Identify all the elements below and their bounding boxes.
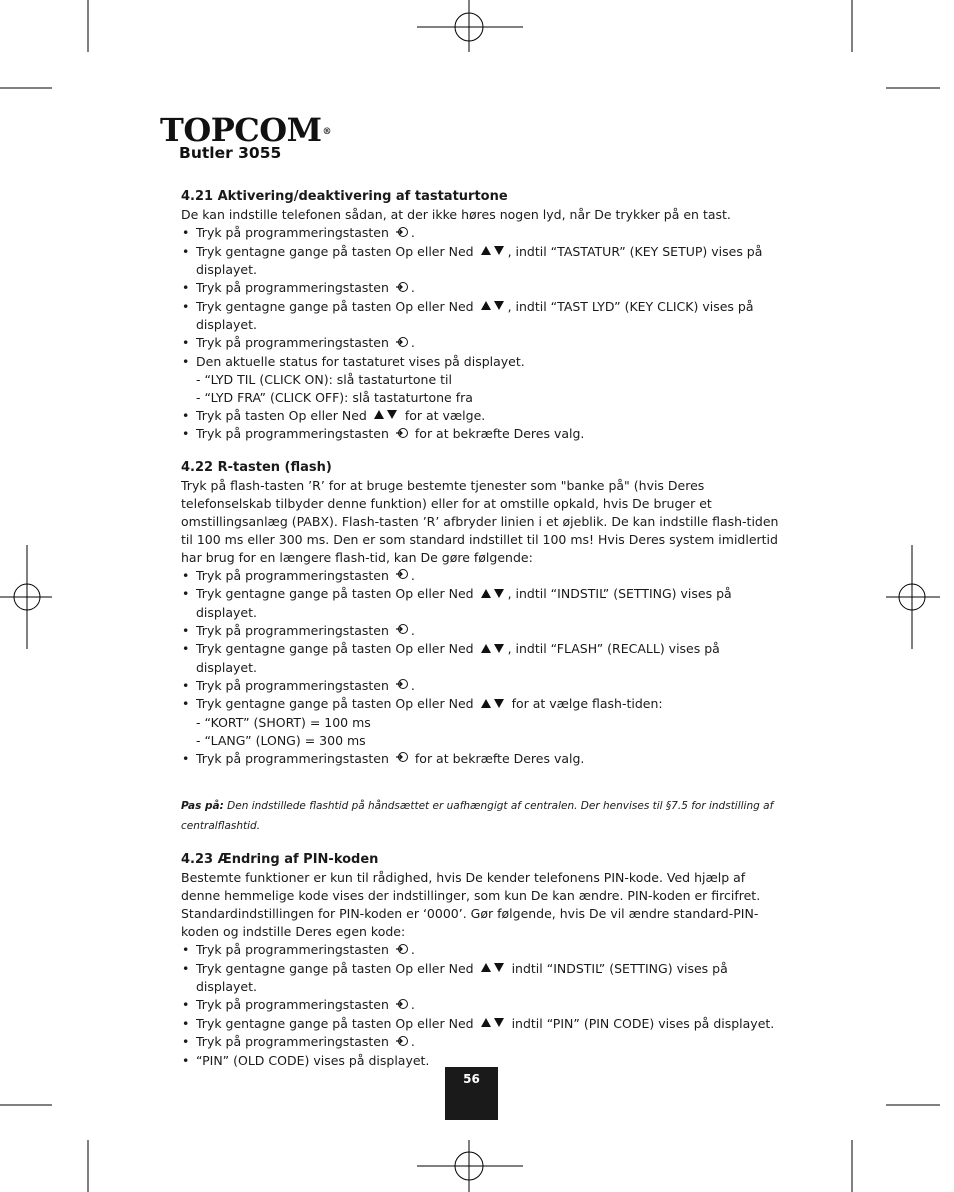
section-intro: Bestemte funktioner er kun til rådighed, hvis De kender telefonens PIN-kode. Ved hjælp af denne hemmelige kode vises der indstillinger, som kun De kan ændre. PIN-koden er fircifret. Standardindstillingen for PIN-koden er ‘0000’. Gør følgende, hvis De vil ændre standard-PIN-koden og indstille Deres egen kode:	[181, 870, 761, 939]
program-key-icon	[395, 942, 409, 960]
note-text: Den indstillede flashtid på håndsættet er uafhængigt af centralen. Der henvises til §7.5 for indstilling af centralflashtid.	[181, 800, 774, 832]
note	[181, 796, 781, 836]
brand-logo	[160, 112, 331, 148]
list-item: • Tryk gentagne gange på tasten Op eller Ned , indtil “TAST LYD” (KEY CLICK) vises på displayet.	[181, 298, 781, 335]
list-item: • Tryk på programmeringstasten .	[181, 677, 781, 696]
program-key-icon	[395, 280, 409, 298]
list-item: • Den aktuelle status for tastaturet vises på displayet.	[181, 353, 781, 371]
list-item: • Tryk gentagne gange på tasten Op eller Ned indtil “INDSTIL” (SETTING) vises på displayet.	[181, 960, 781, 997]
program-key-icon	[395, 426, 409, 444]
list-item: • Tryk på programmeringstasten .	[181, 224, 781, 243]
page-number: 56	[445, 1067, 498, 1120]
list-item: • Tryk på programmeringstasten for at bekræfte Deres valg.	[181, 750, 781, 769]
list-item: • Tryk på tasten Op eller Ned for at vælge.	[181, 407, 781, 426]
instruction-list	[181, 224, 781, 371]
list-item: • Tryk på programmeringstasten for at bekræfte Deres valg.	[181, 425, 781, 444]
program-key-icon	[395, 225, 409, 243]
program-key-icon	[395, 567, 409, 585]
note-label: Pas på:	[181, 800, 224, 812]
up-down-arrows-icon	[480, 298, 506, 316]
list-item: • Tryk på programmeringstasten .	[181, 567, 781, 586]
sub-option: - “LYD FRA” (CLICK OFF): slå tastaturtone fra	[196, 389, 473, 405]
list-item: • “PIN” (OLD CODE) vises på displayet.	[181, 1052, 781, 1070]
list-item: • Tryk på programmeringstasten .	[181, 1033, 781, 1052]
program-key-icon	[395, 335, 409, 353]
list-item: • Tryk gentagne gange på tasten Op eller Ned , indtil “TASTATUR” (KEY SETUP) vises på displayet.	[181, 243, 781, 280]
list-item: • Tryk gentagne gange på tasten Op eller Ned , indtil “FLASH” (RECALL) vises på displayet.	[181, 640, 781, 677]
program-key-icon	[395, 997, 409, 1015]
list-item: • Tryk på programmeringstasten .	[181, 334, 781, 353]
sub-option: - “LYD TIL (CLICK ON): slå tastaturtone til	[196, 371, 452, 387]
list-item: • Tryk på programmeringstasten .	[181, 996, 781, 1015]
section-intro: Tryk på flash-tasten ’R’ for at bruge bestemte tjenester som "banke på" (hvis Deres telefonselskab tilbyder denne funktion) eller for at omstille opkald, hvis De bruger et omstillingsanlæg (PABX). Flash-tasten ’R’ afbryder linien i et øjeblik. De kan indstille flash-tiden til 100 ms eller 300 ms. Den er som standard indstillet til 100 ms! Hvis Deres system imidlertid har brug for en længere flash-tid, kan De gøre følgende:	[181, 477, 779, 565]
program-key-icon	[395, 750, 409, 768]
list-item: • Tryk gentagne gange på tasten Op eller Ned , indtil “INDSTIL” (SETTING) vises på displayet.	[181, 585, 781, 622]
up-down-arrows-icon	[373, 407, 399, 425]
section-heading: 4.23 Ændring af PIN-koden	[181, 852, 379, 867]
sub-option: - “KORT” (SHORT) = 100 ms	[196, 714, 371, 730]
instruction-list	[181, 941, 781, 1070]
program-key-icon	[395, 677, 409, 695]
instruction-list	[181, 567, 781, 714]
section-intro: De kan indstille telefonen sådan, at der ikke høres nogen lyd, når De trykker på en tast.	[181, 207, 731, 222]
list-item: • Tryk på programmeringstasten .	[181, 622, 781, 641]
manual-content	[181, 188, 781, 1070]
up-down-arrows-icon	[480, 243, 506, 261]
model-name: Butler 3055	[179, 144, 282, 162]
program-key-icon	[395, 1034, 409, 1052]
up-down-arrows-icon	[480, 586, 506, 604]
instruction-list	[181, 407, 781, 444]
section-heading: 4.22 R-tasten (flash)	[181, 459, 332, 475]
instruction-list	[181, 750, 781, 769]
up-down-arrows-icon	[480, 696, 506, 714]
up-down-arrows-icon	[480, 1015, 506, 1033]
program-key-icon	[395, 622, 409, 640]
brand-name: TOPCOM	[160, 111, 322, 149]
sub-option: - “LANG” (LONG) = 300 ms	[196, 732, 366, 748]
list-item: • Tryk gentagne gange på tasten Op eller Ned for at vælge flash-tiden:	[181, 695, 781, 714]
up-down-arrows-icon	[480, 960, 506, 978]
up-down-arrows-icon	[480, 641, 506, 659]
section-heading: 4.21 Aktivering/deaktivering af tastaturtone	[181, 189, 508, 204]
registered-mark: ®	[322, 127, 332, 137]
list-item: • Tryk på programmeringstasten .	[181, 279, 781, 298]
list-item: • Tryk gentagne gange på tasten Op eller Ned indtil “PIN” (PIN CODE) vises på displayet.	[181, 1015, 781, 1034]
list-item: • Tryk på programmeringstasten .	[181, 941, 781, 960]
